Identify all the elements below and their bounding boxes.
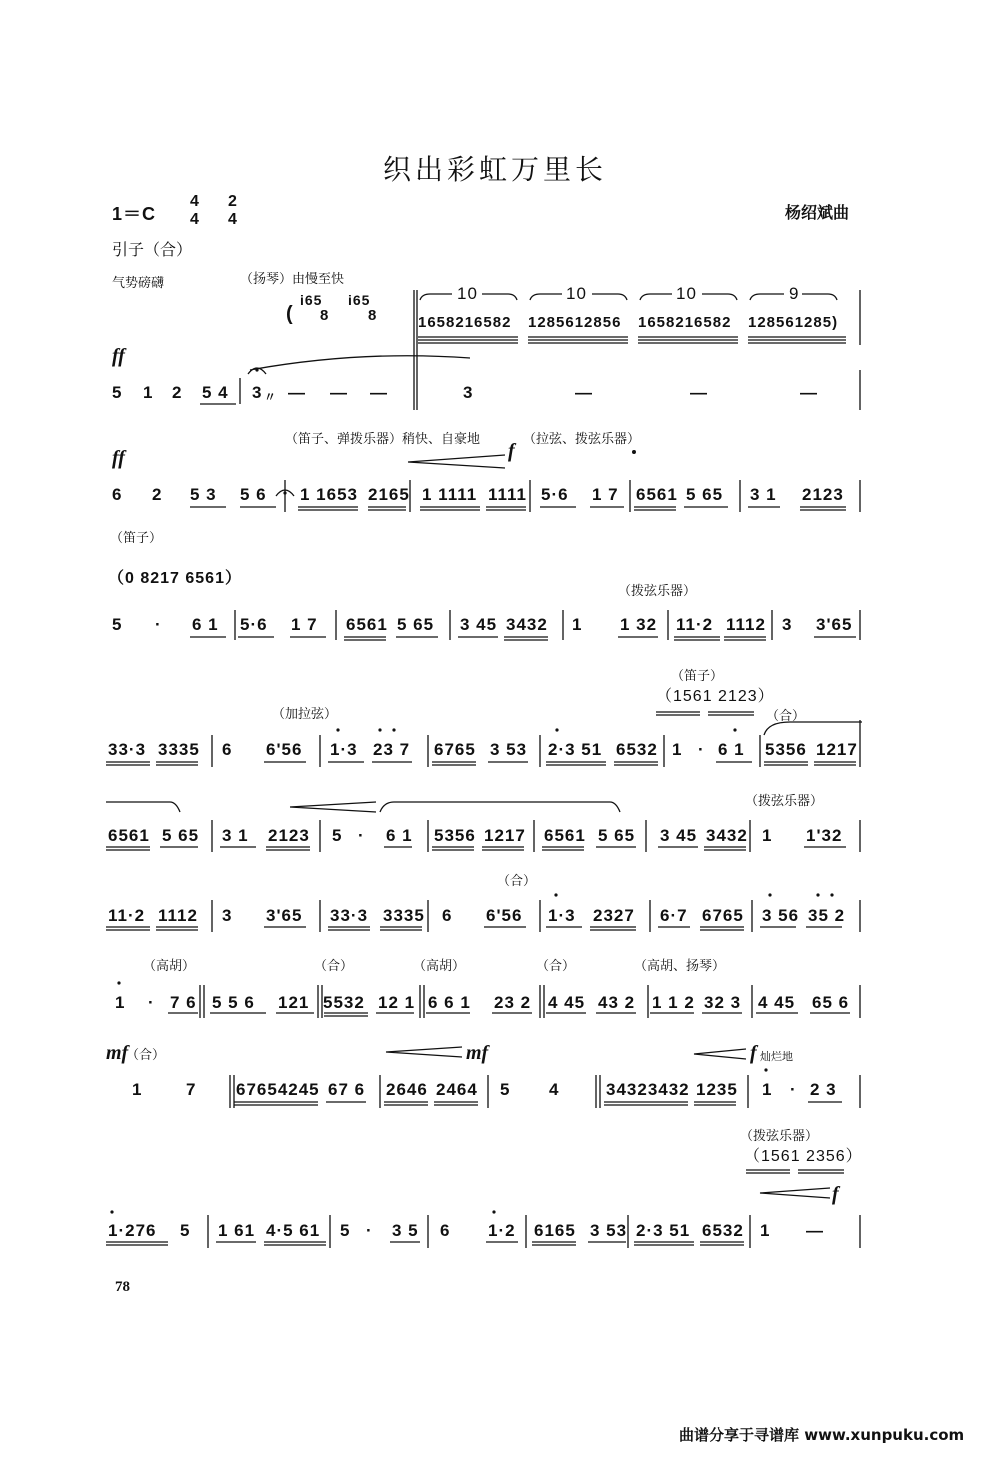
dynamic-mf: mf xyxy=(466,1042,489,1064)
note: 1 xyxy=(672,740,683,759)
note: 3 1 xyxy=(222,826,249,845)
note: 3335 xyxy=(383,906,425,925)
page-title: 织出彩虹万里长 xyxy=(383,153,608,186)
note: 67654245 xyxy=(236,1080,320,1099)
note: 4 45 xyxy=(758,993,796,1012)
instrument-label: （笛子、弹拨乐器）稍快、自豪地 xyxy=(285,432,481,447)
intro-mood: 气势磅礴 xyxy=(112,276,165,291)
tuplet-number: 9 xyxy=(789,284,800,303)
dash: — xyxy=(800,383,818,402)
note: 121 xyxy=(278,993,310,1012)
grace-paren: ( xyxy=(286,303,294,325)
composer: 杨绍斌曲 xyxy=(785,203,850,222)
dash: — xyxy=(288,383,306,402)
meter-2-4: 2 4 xyxy=(228,193,237,228)
tuplet-number: 10 xyxy=(457,284,478,303)
note: 1217 xyxy=(484,826,526,845)
dynamic-mf: mf xyxy=(106,1042,129,1064)
note: 3 xyxy=(252,383,263,402)
instrument-label: （拨弦乐器） xyxy=(618,584,697,599)
fill-passage: （1561 2356） xyxy=(744,1148,863,1165)
note: 1 xyxy=(115,993,126,1012)
note: 5356 xyxy=(434,826,476,845)
tuplet-number: 10 xyxy=(566,284,587,303)
key-signature: 1＝C xyxy=(112,204,157,224)
note: · xyxy=(358,826,365,845)
note: 3'65 xyxy=(266,906,303,925)
note: 1 xyxy=(143,383,154,402)
instrument-label: （拨弦乐器） xyxy=(745,794,824,809)
note: 34323432 xyxy=(606,1080,690,1099)
note: 5 xyxy=(340,1221,351,1240)
instrument-label: （高胡） xyxy=(413,959,466,974)
note: 33·3 xyxy=(108,740,147,759)
note: 1 xyxy=(132,1080,143,1099)
note: 5356 xyxy=(765,740,807,759)
note: 2 xyxy=(152,485,163,504)
fill-passage: （0 8217 6561） xyxy=(108,570,242,587)
dash: — xyxy=(370,383,388,402)
note: 1 xyxy=(762,826,773,845)
note: 7 6 xyxy=(170,993,197,1012)
note: 3'65 xyxy=(816,615,853,634)
note: 6'56 xyxy=(266,740,303,759)
note: 6'56 xyxy=(486,906,523,925)
note: 3 1 xyxy=(750,485,777,504)
note: 2·3 51 xyxy=(636,1221,691,1240)
note: 5 3 xyxy=(190,485,217,504)
note: 1 7 xyxy=(592,485,619,504)
note: 4 xyxy=(549,1080,560,1099)
note: 1 1 2 xyxy=(652,993,695,1012)
fill-passage: （1561 2123） xyxy=(656,688,775,705)
note: 3432 xyxy=(706,826,748,845)
note: 2327 xyxy=(593,906,635,925)
note: 4 45 xyxy=(548,993,586,1012)
instrument-label: （高胡、扬琴） xyxy=(634,959,726,974)
instrument-label: （笛子） xyxy=(671,669,724,684)
note: 6 xyxy=(222,740,233,759)
note: 2 3 xyxy=(810,1080,837,1099)
note: 1 7 xyxy=(291,615,318,634)
instrument-label: （合） xyxy=(536,959,576,974)
instrument-label: （合） xyxy=(497,874,537,889)
note: 1 xyxy=(762,1080,773,1099)
dynamic-f: f xyxy=(508,440,515,462)
note: 1 1111 xyxy=(422,485,478,504)
note: 11·2 xyxy=(108,906,146,925)
note: 65 6 xyxy=(812,993,850,1012)
note: 33·3 xyxy=(330,906,369,925)
note: 3 xyxy=(782,615,793,634)
note: 2·3 51 xyxy=(548,740,603,759)
note: 5 xyxy=(332,826,343,845)
note: 3 56 xyxy=(762,906,800,925)
note: 3335 xyxy=(158,740,200,759)
instrument-label: （合） xyxy=(314,959,354,974)
note: — xyxy=(806,1221,824,1240)
note: 5 5 6 xyxy=(212,993,255,1012)
note: 12 1 xyxy=(378,993,416,1012)
note: 7 xyxy=(186,1080,197,1099)
note: 5 65 xyxy=(162,826,200,845)
note: 5 xyxy=(180,1221,191,1240)
note: 1112 xyxy=(726,615,766,634)
note: 6 xyxy=(112,485,123,504)
note: 23 7 xyxy=(373,740,411,759)
note: 5532 xyxy=(323,993,365,1012)
instrument-label: （拉弦、拨弦乐器） xyxy=(523,432,641,447)
note: 3 45 xyxy=(460,615,498,634)
note: 6561 xyxy=(108,826,150,845)
footer-credit: 曲谱分享于寻谱库 www.xunpuku.com xyxy=(679,1426,965,1444)
note: 3 5 xyxy=(392,1221,419,1240)
dash: — xyxy=(690,383,708,402)
note: 2464 xyxy=(436,1080,478,1099)
note: 1112 xyxy=(158,906,198,925)
dash: — xyxy=(575,383,593,402)
note: 6532 xyxy=(616,740,658,759)
instrument-label: （合） xyxy=(126,1048,166,1063)
note: 1235 xyxy=(696,1080,738,1099)
note: 5 4 xyxy=(202,383,229,402)
page-number: 78 xyxy=(115,1279,130,1295)
note: 2165 xyxy=(368,485,410,504)
note: 1 xyxy=(760,1221,771,1240)
note: 5 xyxy=(112,383,123,402)
instrument-label: （高胡） xyxy=(143,959,196,974)
dynamic-f: f xyxy=(750,1042,757,1064)
note: 11·2 xyxy=(676,615,714,634)
instrument-label: （合） xyxy=(766,709,806,724)
instrument-label: （拨弦乐器） xyxy=(740,1129,819,1144)
note: 6 xyxy=(440,1221,451,1240)
note: · xyxy=(366,1221,373,1240)
note: 3 xyxy=(463,383,474,402)
note: 6765 xyxy=(702,906,744,925)
note: 3432 xyxy=(506,615,548,634)
note: 2646 xyxy=(386,1080,428,1099)
note: 2123 xyxy=(802,485,844,504)
note: 1 32 xyxy=(620,615,658,634)
note: 1 61 xyxy=(218,1221,256,1240)
run-group: 1658216582 xyxy=(638,314,732,331)
dynamic-ff: ff xyxy=(112,345,125,367)
note: 5 65 xyxy=(598,826,636,845)
expression-text: 灿烂地 xyxy=(760,1050,793,1063)
note: 5 xyxy=(500,1080,511,1099)
note: 43 2 xyxy=(598,993,636,1012)
note: 67 6 xyxy=(328,1080,366,1099)
note: 5 xyxy=(112,615,123,634)
grace-tail-2: 8 xyxy=(368,307,378,324)
run-group: 128561285) xyxy=(748,314,839,331)
note: 5·6 xyxy=(541,485,569,504)
note: 1·276 xyxy=(108,1221,157,1240)
grace-b: i65 xyxy=(348,292,371,308)
note: 2 xyxy=(172,383,183,402)
note: 5·6 xyxy=(240,615,268,634)
grace-tail-1: 8 xyxy=(320,307,330,324)
note: 23 2 xyxy=(494,993,532,1012)
tuplet-number: 10 xyxy=(676,284,697,303)
note: 3 53 xyxy=(490,740,528,759)
note: 4·5 61 xyxy=(266,1221,321,1240)
note: 1 1653 xyxy=(300,485,358,504)
instrument-label: （加拉弦） xyxy=(272,707,338,722)
note: · xyxy=(148,993,155,1012)
yangqin-label: （扬琴）由慢至快 xyxy=(240,272,345,287)
note: 1·3 xyxy=(548,906,576,925)
note: 1111 xyxy=(488,485,528,504)
note: 1·2 xyxy=(488,1221,516,1240)
note: 1217 xyxy=(816,740,858,759)
note: 6561 xyxy=(544,826,586,845)
note: · xyxy=(698,740,705,759)
instrument-label: （笛子） xyxy=(110,531,163,546)
note: 3 53 xyxy=(590,1221,628,1240)
grace-a: i65 xyxy=(300,292,323,308)
note: 6 1 xyxy=(386,826,413,845)
note: 6561 xyxy=(346,615,388,634)
dynamic-ff: ff xyxy=(112,447,125,469)
dynamic-f: f xyxy=(832,1183,839,1205)
note: · xyxy=(155,615,162,634)
note: 5 65 xyxy=(686,485,724,504)
run-group: 1285612856 xyxy=(528,314,622,331)
note: 6 1 xyxy=(718,740,745,759)
note: 6 xyxy=(442,906,453,925)
dash: — xyxy=(330,383,348,402)
note: 6165 xyxy=(534,1221,576,1240)
note: 6 6 1 xyxy=(428,993,471,1012)
run-group: 1658216582 xyxy=(418,314,512,331)
note: 3 xyxy=(222,906,233,925)
note: 1·3 xyxy=(330,740,358,759)
note: 1 xyxy=(572,615,583,634)
tremolo-mark: 〃 xyxy=(264,390,278,404)
intro-label: 引子（合） xyxy=(112,240,193,259)
note: · xyxy=(790,1080,797,1099)
note: 3 45 xyxy=(660,826,698,845)
note: 5 65 xyxy=(397,615,435,634)
note: 6765 xyxy=(434,740,476,759)
note: 6561 xyxy=(636,485,678,504)
note: 1'32 xyxy=(806,826,843,845)
note: 6532 xyxy=(702,1221,744,1240)
note: 5 6 xyxy=(240,485,267,504)
meter-4-4: 4 4 xyxy=(190,193,199,228)
note: 32 3 xyxy=(704,993,742,1012)
note: 6·7 xyxy=(660,906,688,925)
note: 35 2 xyxy=(808,906,846,925)
note: 6 1 xyxy=(192,615,219,634)
note: 2123 xyxy=(268,826,310,845)
